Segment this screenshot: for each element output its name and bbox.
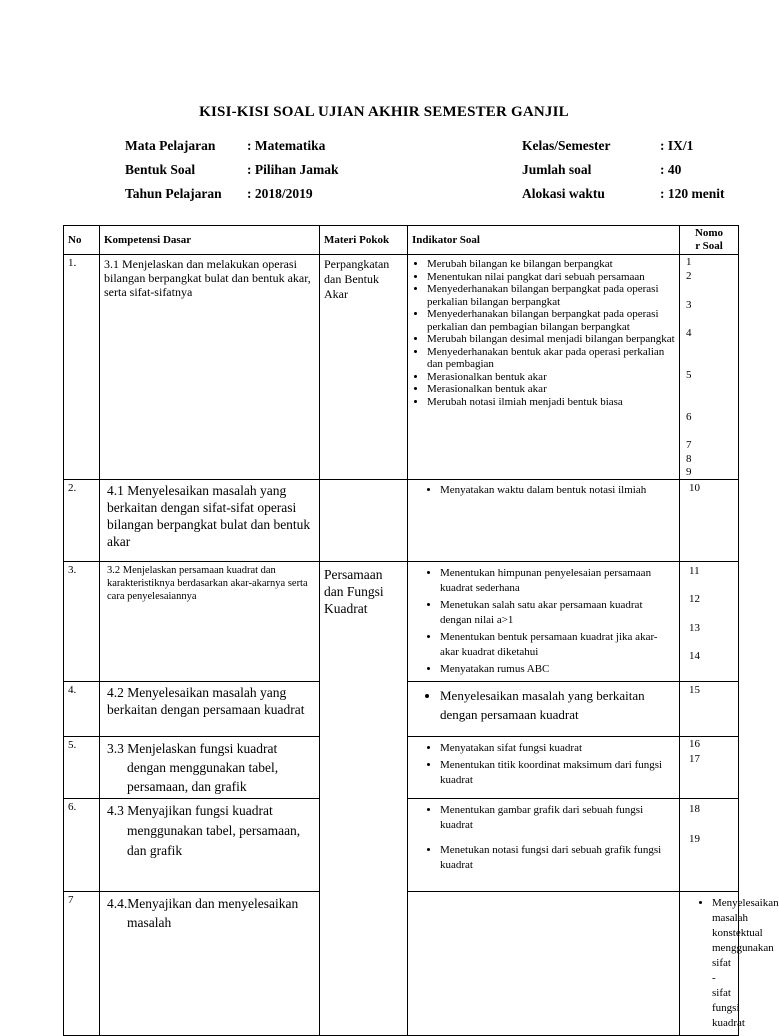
indikator-item: • Merasionalkan bentuk akar <box>427 383 675 396</box>
meta-row <box>125 134 339 158</box>
indikator-soal <box>408 562 680 682</box>
header-indikator-soal: Indikator Soal <box>408 226 680 255</box>
nomor-soal <box>680 799 739 892</box>
row-number: 2. <box>64 480 100 562</box>
kompetensi-dasar <box>100 799 320 892</box>
nomor-soal <box>680 562 739 682</box>
row-number: 4. <box>64 682 100 737</box>
meta-row <box>522 158 725 182</box>
indikator-soal <box>408 255 680 480</box>
indikator-item: • Menyelesaikan masalah yang berkaitan dengan persamaan kuadrat <box>440 686 675 724</box>
indikator-item: • Merubah bilangan desimal menjadi bilangan berpangkat <box>427 333 675 346</box>
indikator-soal <box>408 480 680 562</box>
indikator-item: • Menyelesaikan masalah konstektual menggunakan sifat -sifat fungsi kuadrat <box>712 896 734 1031</box>
indikator-item: • Menyatakan sifat fungsi kuadrat <box>440 741 675 756</box>
document-title: KISI-KISI SOAL UJIAN AKHIR SEMESTER GANJIL <box>199 104 569 120</box>
kompetensi-dasar <box>100 892 320 1036</box>
nomor-item: 16 <box>689 738 700 750</box>
header-nomor-line-2: r Soal <box>695 240 723 252</box>
meta-row <box>522 134 725 158</box>
table-row <box>64 255 739 480</box>
nomor-item: 15 <box>689 684 700 696</box>
meta-label: Mata Pelajaran <box>125 138 216 153</box>
kompetensi-dasar-text: 4.4.Menyajikan dan menyelesaikan masalah <box>107 896 299 930</box>
materi-pokok: Perpangkatan dan Bentuk Akar <box>320 255 408 480</box>
nomor-item: 14 <box>689 650 700 662</box>
kompetensi-dasar: 4.1 Menyelesaikan masalah yang berkaitan dengan sifat-sifat operasi bilangan berpangkat bulat dan bentuk akar <box>100 480 320 562</box>
row-number: 7 <box>64 892 100 1036</box>
nomor-soal <box>680 737 739 799</box>
nomor-item: 12 <box>689 593 700 605</box>
nomor-item: 10 <box>689 482 700 494</box>
kompetensi-dasar <box>100 737 320 799</box>
meta-label: Jumlah soal <box>522 162 592 177</box>
nomor-item: 9 <box>686 466 692 478</box>
indikator-soal <box>408 737 680 799</box>
materi-pokok <box>320 480 408 562</box>
row-number: 1. <box>64 255 100 480</box>
indikator-item: • Menentukan gambar grafik dari sebuah fungsi kuadrat <box>440 803 675 833</box>
materi-pokok: Persamaan dan Fungsi Kuadrat <box>320 562 408 1036</box>
row-number: 3. <box>64 562 100 682</box>
indikator-item: • Menentukan titik koordinat maksimum dari fungsi kuadrat <box>440 758 675 788</box>
nomor-item: 5 <box>686 369 692 381</box>
nomor-item: 1 <box>686 256 692 268</box>
nomor-item: 17 <box>689 753 700 765</box>
nomor-soal <box>680 255 739 480</box>
meta-left <box>125 134 339 206</box>
header-nomor-soal <box>680 226 739 255</box>
indikator-item: • Menetukan salah satu akar persamaan kuadrat dengan nilai a>1 <box>440 598 675 628</box>
kompetensi-dasar: 3.2 Menjelaskan persamaan kuadrat dan karakteristiknya berdasarkan akar-akarnya serta cara penyelesaiannya <box>100 562 320 682</box>
meta-row <box>522 182 725 206</box>
meta-label: Kelas/Semester <box>522 138 611 153</box>
meta-row <box>125 182 339 206</box>
indikator-item: • Merubah notasi ilmiah menjadi bentuk biasa <box>427 396 675 409</box>
indikator-item: • Menyederhanakan bilangan berpangkat pada operasi perkalian dan pembagian bilangan berpangkat <box>427 308 675 333</box>
indikator-item: • Menentukan nilai pangkat dari sebuah persamaan <box>427 271 675 284</box>
indikator-soal <box>408 799 680 892</box>
indikator-item: • Merasionalkan bentuk akar <box>427 371 675 384</box>
meta-right <box>522 134 725 206</box>
kompetensi-dasar-text: 3.3 Menjelaskan fungsi kuadrat dengan menggunakan tabel, persamaan, dan grafik <box>107 741 279 794</box>
kompetensi-dasar: 3.1 Menjelaskan dan melakukan operasi bilangan berpangkat bulat dan bentuk akar, serta sifat-sifatnya <box>100 255 320 480</box>
nomor-item: 4 <box>686 327 692 339</box>
kisi-kisi-table <box>63 225 779 1036</box>
nomor-item: 19 <box>689 833 700 845</box>
row-number: 5. <box>64 737 100 799</box>
indikator-item: • Menyederhanakan bilangan berpangkat pada operasi perkalian bilangan berpangkat <box>427 283 675 308</box>
meta-value: : IX/1 <box>660 138 694 153</box>
kompetensi-dasar: 4.2 Menyelesaikan masalah yang berkaitan dengan persamaan kuadrat <box>100 682 320 737</box>
nomor-item: 18 <box>689 803 700 815</box>
nomor-item: 7 <box>686 439 692 451</box>
indikator-item: • Menentukan bentuk persamaan kuadrat jika akar-akar kuadrat diketahui <box>440 630 675 660</box>
indikator-soal <box>680 892 779 1036</box>
kompetensi-dasar-text: 4.3 Menyajikan fungsi kuadrat menggunakan tabel, persamaan, dan grafik <box>107 803 301 858</box>
meta-row <box>125 158 339 182</box>
indikator-item: • Menyatakan rumus ABC <box>440 662 675 677</box>
indikator-soal <box>408 682 680 737</box>
header-nomor-line-1: Nomo <box>694 227 724 239</box>
nomor-item: 2 <box>686 270 692 282</box>
header-no: No <box>64 226 100 255</box>
nomor-item: 13 <box>689 622 700 634</box>
nomor-item: 11 <box>689 565 700 577</box>
indikator-item: • Merubah bilangan ke bilangan berpangkat <box>427 258 675 271</box>
nomor-item: 3 <box>686 299 692 311</box>
table-row <box>64 480 739 562</box>
indikator-item: • Menetukan notasi fungsi dari sebuah grafik fungsi kuadrat <box>440 843 675 873</box>
nomor-soal <box>680 480 739 562</box>
nomor-item: 6 <box>686 411 692 423</box>
header-materi-pokok: Materi Pokok <box>320 226 408 255</box>
indikator-item: • Menyederhanakan bentuk akar pada operasi perkalian dan pembagian <box>427 346 675 371</box>
meta-value: : 2018/2019 <box>247 186 313 201</box>
meta-value: : Pilihan Jamak <box>247 162 339 177</box>
meta-value: : Matematika <box>247 138 326 153</box>
meta-value: : 120 menit <box>660 186 725 201</box>
nomor-soal <box>680 682 739 737</box>
materi-pokok <box>408 892 680 1036</box>
indikator-item: • Menentukan himpunan penyelesaian persamaan kuadrat sederhana <box>440 566 675 596</box>
nomor-item: 8 <box>686 453 692 465</box>
row-number: 6. <box>64 799 100 892</box>
table-row <box>64 562 739 682</box>
header-kompetensi-dasar: Kompetensi Dasar <box>100 226 320 255</box>
meta-value: : 40 <box>660 162 682 177</box>
meta-label: Alokasi waktu <box>522 186 605 201</box>
meta-label: Bentuk Soal <box>125 162 196 177</box>
table-header-row <box>64 226 739 255</box>
meta-label: Tahun Pelajaran <box>125 186 222 201</box>
indikator-item: • Menyatakan waktu dalam bentuk notasi ilmiah <box>440 483 675 498</box>
